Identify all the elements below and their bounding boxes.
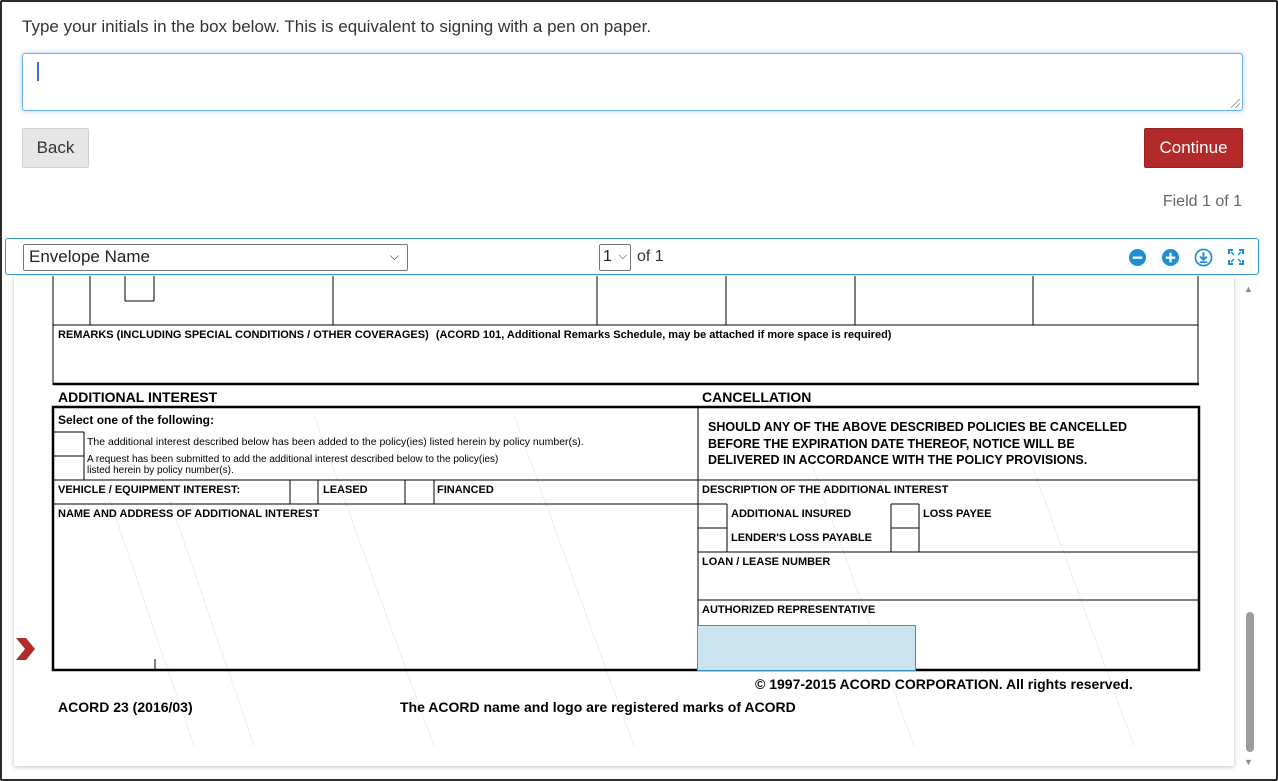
authorized-representative-signature-field[interactable] [697,625,916,671]
signing-instruction: Type your initials in the box below. This is equivalent to signing with a pen on paper. [22,17,652,36]
copyright-notice: © 1997-2015 ACORD CORPORATION. All rights reserved. [755,676,1133,692]
loss-payee-label: LOSS PAYEE [923,508,992,520]
cancellation-heading: CANCELLATION [702,389,812,405]
description-label: DESCRIPTION OF THE ADDITIONAL INTEREST [702,484,949,496]
field-counter: Field 1 of 1 [1162,193,1242,210]
envelope-select-value: Envelope Name [29,247,150,266]
authorized-representative-label: AUTHORIZED REPRESENTATIVE [702,604,876,616]
financed-label: FINANCED [437,484,494,496]
option-added-text: The additional interest described below has been added to the policy(ies) listed herein by policy number(s). [87,436,584,448]
select-one-label: Select one of the following: [58,413,214,427]
cancellation-line3: DELIVERED IN ACCORDANCE WITH THE POLICY PROVISIONS. [708,453,1088,467]
loan-lease-number-label: LOAN / LEASE NUMBER [702,556,831,568]
scroll-up-arrow-icon[interactable]: ▲ [1244,284,1253,294]
zoom-out-icon[interactable] [1127,247,1147,267]
document-page [14,276,1234,766]
download-icon[interactable] [1193,247,1213,267]
document-toolbar [5,238,1259,275]
leased-label: LEASED [323,484,368,496]
additional-interest-heading: ADDITIONAL INTEREST [58,389,218,405]
cancellation-line1: SHOULD ANY OF THE ABOVE DESCRIBED POLICIES BE CANCELLED [708,420,1128,434]
page-select[interactable] [599,244,631,271]
back-button[interactable]: Back [22,128,89,168]
chevron-down-icon: ⌵ [618,250,627,262]
trademark-notice: The ACORD name and logo are registered marks of ACORD [400,699,796,715]
chevron-down-icon: ⌵ [389,249,399,263]
additional-insured-label: ADDITIONAL INSURED [731,508,852,520]
remarks-note: (ACORD 101, Additional Remarks Schedule, may be attached if more space is required) [435,329,892,341]
name-address-label: NAME AND ADDRESS OF ADDITIONAL INTEREST [58,508,320,520]
page-count-label: of 1 [637,248,664,265]
form-grid [14,276,1234,766]
text-caret [37,62,39,81]
fullscreen-icon[interactable] [1226,247,1246,267]
option-requested-line2: listed herein by policy number(s). [87,465,234,476]
current-field-marker-icon [14,636,36,667]
scrollbar-thumb[interactable] [1246,612,1254,752]
envelope-select[interactable] [23,244,408,271]
initials-input[interactable] [22,53,1243,111]
lenders-loss-payable-label: LENDER'S LOSS PAYABLE [731,532,872,544]
vehicle-interest-label: VEHICLE / EQUIPMENT INTEREST: [58,484,241,496]
page-select-value: 1 [603,248,612,265]
scroll-down-arrow-icon[interactable]: ▼ [1244,757,1253,767]
option-requested-line1: A request has been submitted to add the additional interest described below to the policy(ies) [87,454,499,465]
cancellation-line2: BEFORE THE EXPIRATION DATE THEREOF, NOTICE WILL BE [708,436,1075,451]
zoom-in-icon[interactable] [1160,247,1180,267]
form-id: ACORD 23 (2016/03) [58,699,193,715]
resize-grip-icon[interactable] [1231,99,1240,108]
remarks-label: REMARKS (INCLUDING SPECIAL CONDITIONS / OTHER COVERAGES) [58,329,429,341]
continue-button[interactable]: Continue [1144,128,1243,168]
